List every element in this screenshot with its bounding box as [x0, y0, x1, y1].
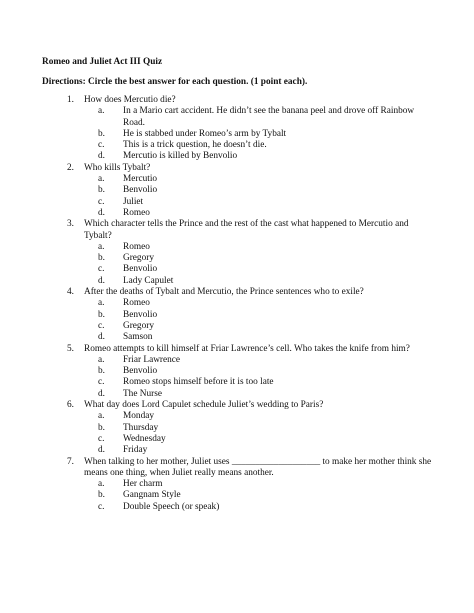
- question-number: 6.: [67, 400, 74, 411]
- option-letter: d.: [98, 151, 105, 162]
- answer-option: [42, 479, 432, 490]
- option-text: Wednesday: [123, 433, 166, 444]
- option-text: Gregory: [123, 320, 154, 331]
- question-7: [42, 457, 432, 480]
- answer-option: [42, 321, 432, 332]
- question-5: [42, 344, 432, 355]
- option-letter: d.: [98, 207, 105, 218]
- option-letter: d.: [98, 275, 105, 286]
- option-letter: c.: [98, 196, 105, 207]
- question-number: 7.: [67, 456, 74, 467]
- option-text: Romeo: [123, 241, 150, 252]
- option-text: Romeo: [123, 298, 150, 309]
- answer-option: [42, 253, 432, 264]
- page-title: Romeo and Juliet Act III Quiz: [42, 57, 163, 67]
- answer-option: [42, 355, 432, 366]
- option-letter: c.: [98, 320, 105, 331]
- option-letter: d.: [98, 445, 105, 456]
- option-text: Benvolio: [123, 309, 158, 320]
- answer-option: [42, 208, 432, 219]
- option-text: Her charm: [123, 479, 163, 490]
- answer-option: [42, 298, 432, 309]
- option-text: He is stabbed under Romeo’s arm by Tybalt: [123, 128, 287, 139]
- answer-option: [42, 129, 432, 140]
- question-list: [42, 95, 432, 513]
- option-text: Juliet: [123, 196, 144, 207]
- question-text: Romeo attempts to kill himself at Friar Lawrence’s cell. Who takes the knife from him?: [84, 343, 410, 354]
- option-text: Romeo stops himself before it is too late: [123, 377, 274, 388]
- question-1: [42, 95, 432, 106]
- option-letter: c.: [98, 433, 105, 444]
- answer-option: [42, 502, 432, 513]
- answer-option: [42, 151, 432, 162]
- option-letter: a.: [98, 106, 105, 117]
- question-number: 4.: [67, 287, 74, 298]
- answer-option: [42, 197, 432, 208]
- question-number: 5.: [67, 343, 74, 354]
- question-number: 3.: [67, 219, 74, 230]
- option-text: Lady Capulet: [123, 275, 174, 286]
- question-4: [42, 287, 432, 298]
- option-text: Friar Lawrence: [123, 354, 181, 365]
- option-letter: b.: [98, 490, 105, 501]
- question-text: Who kills Tybalt?: [84, 162, 151, 173]
- question-number: 1.: [67, 95, 74, 105]
- option-letter: b.: [98, 422, 105, 433]
- answer-option: [42, 174, 432, 185]
- question-3: [42, 219, 432, 242]
- answer-option: [42, 106, 432, 129]
- question-2: [42, 163, 432, 174]
- answer-option: [42, 377, 432, 388]
- option-text: The Nurse: [123, 388, 162, 399]
- answer-option: [42, 434, 432, 445]
- option-letter: c.: [98, 377, 105, 388]
- option-letter: b.: [98, 366, 105, 377]
- option-text: Friday: [123, 445, 148, 456]
- option-letter: c.: [98, 501, 105, 512]
- option-text: Mercutio: [123, 174, 158, 185]
- option-text: Benvolio: [123, 264, 158, 275]
- answer-option: [42, 411, 432, 422]
- question-text: How does Mercutio die?: [84, 95, 176, 105]
- answer-option: [42, 389, 432, 400]
- option-text: Thursday: [123, 422, 159, 433]
- answer-option: [42, 140, 432, 151]
- option-text: Gangnam Style: [123, 490, 181, 501]
- option-letter: a.: [98, 411, 105, 422]
- question-text: What day does Lord Capulet schedule Juliet’s wedding to Paris?: [84, 400, 324, 411]
- option-letter: b.: [98, 253, 105, 264]
- directions: Directions: Circle the best answer for each question. (1 point each).: [42, 77, 308, 87]
- question-text: Which character tells the Prince and the rest of the cast what happened to Mercutio and Tybalt?: [84, 219, 409, 241]
- option-text: This is a trick question, he doesn’t die.: [123, 140, 267, 151]
- answer-option: [42, 423, 432, 434]
- question-text: When talking to her mother, Juliet uses ___________________ to make her mother think she means one thing, when Juliet really means another.: [84, 456, 432, 478]
- answer-option: [42, 332, 432, 343]
- option-letter: d.: [98, 388, 105, 399]
- option-letter: a.: [98, 241, 105, 252]
- answer-option: [42, 366, 432, 377]
- option-text: Monday: [123, 411, 154, 422]
- answer-option: [42, 276, 432, 287]
- option-text: Benvolio: [123, 366, 158, 377]
- option-letter: b.: [98, 185, 105, 196]
- answer-option: [42, 310, 432, 321]
- option-text: Double Speech (or speak): [123, 501, 220, 512]
- question-number: 2.: [67, 162, 74, 173]
- option-letter: c.: [98, 264, 105, 275]
- option-letter: a.: [98, 174, 105, 185]
- option-letter: a.: [98, 354, 105, 365]
- option-text: Gregory: [123, 253, 154, 264]
- option-text: Mercutio is killed by Benvolio: [123, 151, 238, 162]
- answer-option: [42, 242, 432, 253]
- option-letter: a.: [98, 479, 105, 490]
- option-text: Samson: [123, 332, 153, 343]
- answer-option: [42, 185, 432, 196]
- option-text: Benvolio: [123, 185, 158, 196]
- option-letter: a.: [98, 298, 105, 309]
- answer-option: [42, 490, 432, 501]
- question-text: After the deaths of Tybalt and Mercutio, the Prince sentences who to exile?: [84, 287, 364, 298]
- option-letter: c.: [98, 140, 105, 151]
- option-letter: b.: [98, 309, 105, 320]
- option-text: In a Mario cart accident. He didn’t see the banana peel and drove off Rainbow Road.: [123, 106, 415, 128]
- answer-option: [42, 445, 432, 456]
- answer-option: [42, 264, 432, 275]
- option-letter: b.: [98, 128, 105, 139]
- question-6: [42, 400, 432, 411]
- option-text: Romeo: [123, 207, 150, 218]
- option-letter: d.: [98, 332, 105, 343]
